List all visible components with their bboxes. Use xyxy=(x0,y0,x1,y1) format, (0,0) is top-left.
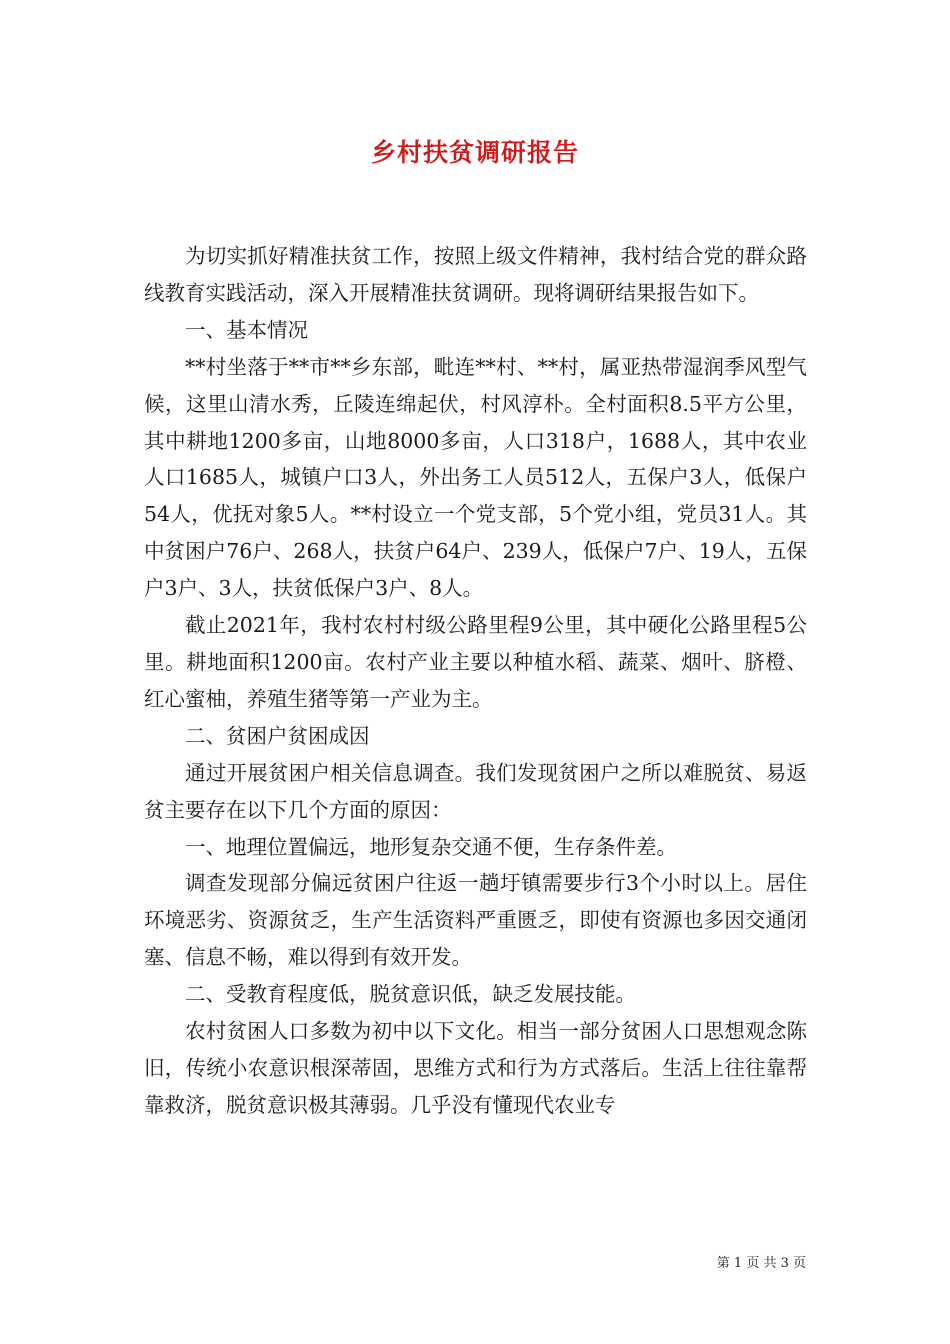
subheading-education: 二、受教育程度低，脱贫意识低，缺乏发展技能。 xyxy=(185,982,636,1007)
document-body xyxy=(144,238,807,1124)
section-heading-causes: 二、贫困户贫困成因 xyxy=(185,723,370,748)
page-title: 乡村扶贫调研报告 xyxy=(370,138,579,167)
paragraph-survey: 通过开展贫困户相关信息调查。我们发现贫困户之所以难脱贫、易返贫主要存在以下几个方面的原因： xyxy=(144,760,807,822)
paragraph-location: 调查发现部分偏远贫困户往返一趟圩镇需要步行3个小时以上。居住环境恶劣、资源贫乏，生产生活资料严重匮乏，即使有资源也多因交通闭塞、信息不畅，难以得到有效开发。 xyxy=(144,871,807,970)
paragraph-intro: 为切实抓好精准扶贫工作，按照上级文件精神，我村结合党的群众路线教育实践活动，深入开展精准扶贫调研。现将调研结果报告如下。 xyxy=(144,244,807,305)
page-number: 第 1 页 共 3 页 xyxy=(716,1256,806,1271)
section-heading-basic: 一、基本情况 xyxy=(185,317,308,342)
paragraph-basic-info: **村坐落于**市**乡东部，毗连**村、**村，属亚热带湿润季风型气候，这里山清水秀，丘陵连绵起伏，村风淳朴。全村面积8.5平方公里，其中耕地1200多亩，山地8000多亩，人口318户，1688人，其中农业人口1685人，城镇户口3人，外出务工人员512人，五保户3人，低保户54人，优抚对象5人。**村设立一个党支部，5个党小组，党员31人。其中贫困户76户、268人，扶贫户64户、239人，低保户7户、19人，五保户3户、3人，扶贫低保户3户、8人。 xyxy=(144,354,807,601)
subheading-location: 一、地理位置偏远，地形复杂交通不便，生存条件差。 xyxy=(185,834,677,859)
paragraph-infrastructure: 截止2021年，我村农村村级公路里程9公里，其中硬化公路里程5公里。耕地面积1200亩。农村产业主要以种植水稻、蔬菜、烟叶、脐橙、红心蜜柚，养殖生猪等第一产业为主。 xyxy=(144,613,807,711)
paragraph-education: 农村贫困人口多数为初中以下文化。相当一部分贫困人口思想观念陈旧，传统小农意识根深蒂固，思维方式和行为方式落后。生活上往往靠帮靠救济，脱贫意识极其薄弱。几乎没有懂现代农业专 xyxy=(144,1019,807,1117)
